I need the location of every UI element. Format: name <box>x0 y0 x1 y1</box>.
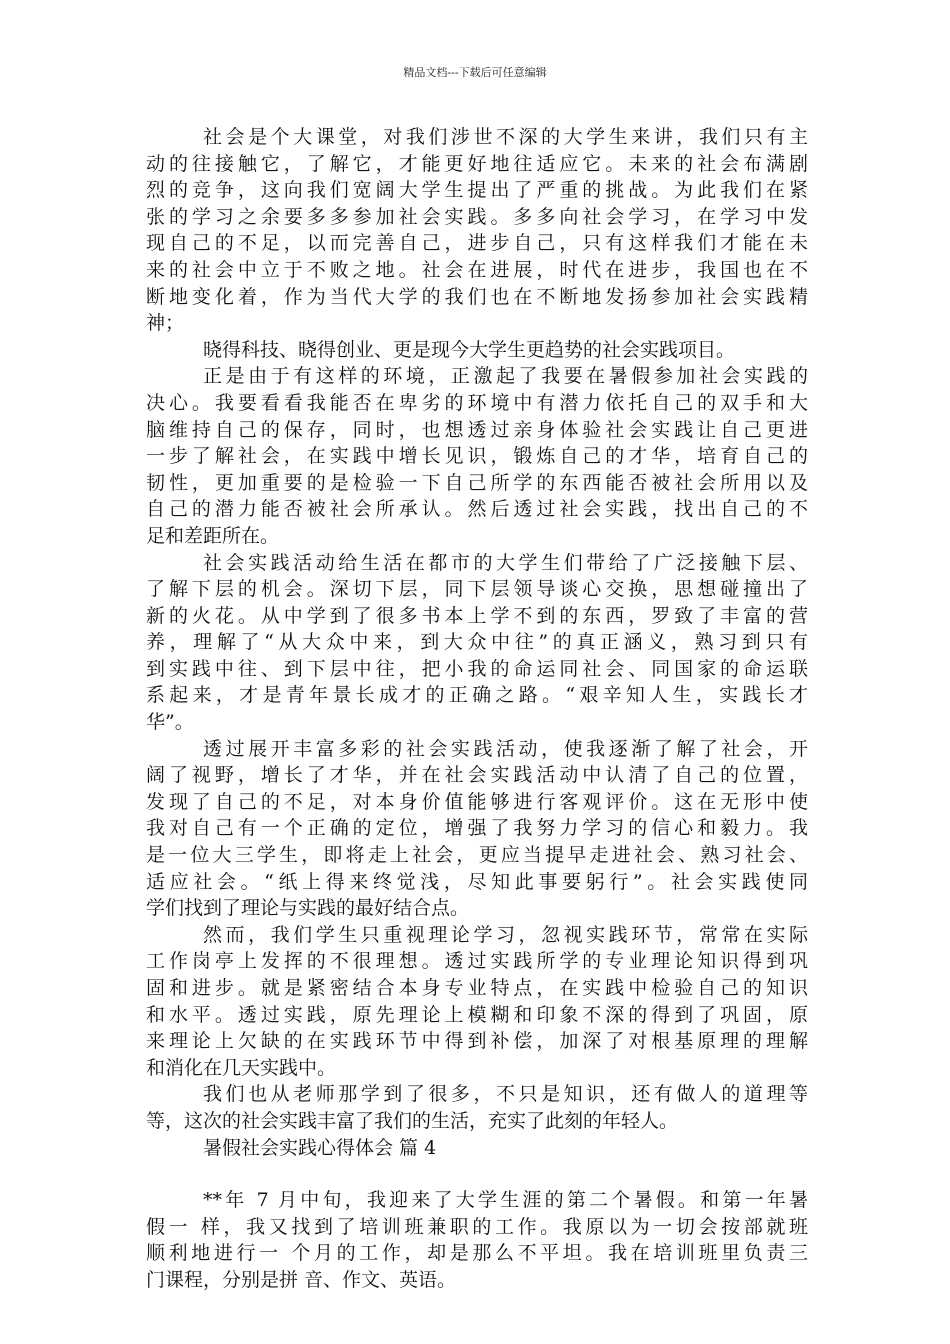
text-line: 到实践中往、到下层中往，把小我的命运同社会、同国家的命运联 <box>146 657 808 680</box>
paragraph <box>146 550 808 736</box>
text-line: 和消化在几天实践中。 <box>146 1056 337 1079</box>
text-line: 工作岗亭上发挥的不很理想。透过实践所学的专业理论知识得到巩 <box>146 950 808 973</box>
text-line: 透过展开丰富多彩的社会实践活动，使我逐渐了解了社会，开 <box>203 737 808 760</box>
text-line: 学们找到了理论与实践的最好结合点。 <box>146 897 470 920</box>
text-line: 固和进步。就是紧密结合本身专业特点，在实践中检验自己的知识 <box>146 977 808 999</box>
text-line: 神； <box>146 312 185 335</box>
text-line: 足和差距所在。 <box>146 524 280 547</box>
text-line: 等，这次的社会实践丰富了我们的生活，充实了此刻的年轻人。 <box>146 1109 679 1132</box>
text-line: 然而，我们学生只重视理论学习，忽视实践环节，常常在实际 <box>203 923 808 946</box>
paragraph <box>146 124 808 337</box>
text-line: **年 7 月中旬，我迎来了大学生涯的第二个暑假。和第一年暑 <box>203 1189 808 1212</box>
text-line: 现自己的不足，以而完善自己，进步自己，只有这样我们才能在未 <box>146 232 808 255</box>
paragraph <box>146 1187 808 1293</box>
text-line: 自己的潜力能否被社会所承认。然后透过社会实践，找出自己的不 <box>146 498 808 521</box>
text-line: 断地变化着，作为当代大学的我们也在不断地发扬参加社会实践精 <box>146 285 808 308</box>
text-line: 门课程，分别是拼 音、作文、英语。 <box>146 1268 457 1291</box>
text-line: 来理论上欠缺的在实践环节中得到补偿，加深了对根基原理的理解 <box>146 1030 808 1053</box>
text-line: 适应社会。“纸上得来终觉浅，尽知此事要躬行”。社会实践使同 <box>146 870 808 893</box>
paragraph <box>146 337 808 364</box>
text-line: 韧性，更加重要的是检验一下自己所学的东西能否被社会所用以及 <box>146 471 808 494</box>
text-line: 发现了自己的不足，对本身价值能够进行客观评价。这在无形中使 <box>146 790 808 813</box>
text-line: 和水平。透过实践，原先理论上模糊和印象不深的得到了巩固，原 <box>146 1003 808 1026</box>
text-line: 暑假社会实践心得体会 篇 4 <box>203 1136 437 1159</box>
paragraph <box>146 922 808 1082</box>
paragraph-gap <box>146 1161 808 1187</box>
text-line: 阔了视野，增长了才华，并在社会实践活动中认清了自己的位置， <box>146 764 808 787</box>
text-line: 养，理解了“从大众中来，到大众中往”的真正涵义，熟习到只有 <box>146 631 808 654</box>
text-line: 烈的竞争，这向我们宽阔大学生提出了严重的挑战。为此我们在紧 <box>146 179 808 202</box>
text-line: 华”。 <box>146 711 194 734</box>
paragraph <box>146 363 808 549</box>
text-line: 决心。我要看看我能否在卑劣的环境中有潜力依托自己的双手和大 <box>146 391 808 414</box>
text-line: 来的社会中立于不败之地。社会在进展，时代在进步，我国也在不 <box>146 258 808 281</box>
text-line: 新的火花。从中学到了很多书本上学不到的东西，罗致了丰富的营 <box>146 604 808 627</box>
text-line: 我们也从老师那学到了很多，不只是知识，还有做人的道理等 <box>203 1083 808 1106</box>
paragraph <box>146 1081 808 1134</box>
text-line: 我对自己有一个正确的定位，增强了我努力学习的信心和毅力。我 <box>146 817 808 840</box>
text-line: 了解下层的机会。深切下层，同下层领导谈心交换，思想碰撞出了 <box>146 578 808 601</box>
text-line: 脑维持自己的保存，同时，也想透过亲身体验社会实践让自己更进 <box>146 418 808 441</box>
document-body <box>146 124 808 1294</box>
text-line: 顺利地进行一 个月的工作，却是那么不平坦。我在培训班里负责三 <box>146 1242 808 1265</box>
text-line: 是一位大三学生，即将走上社会，更应当提早走进社会、熟习社会、 <box>146 844 808 867</box>
text-line: 系起来，才是青年景长成才的正确之路。“艰辛知人生，实践长才 <box>146 684 808 707</box>
paragraph <box>146 1135 808 1162</box>
page-header: 精品文档---下载后可任意编辑 <box>403 66 547 79</box>
paragraph <box>146 736 808 922</box>
text-line: 正是由于有这样的环境，正激起了我要在暑假参加社会实践的 <box>203 365 808 388</box>
text-line: 社会实践活动给生活在都市的大学生们带给了广泛接触下层、 <box>203 551 808 574</box>
text-line: 张的学习之余要多多参加社会实践。多多向社会学习，在学习中发 <box>146 205 808 228</box>
text-line: 假一 样，我又找到了培训班兼职的工作。我原以为一切会按部就班 <box>146 1215 808 1238</box>
text-line: 一步了解社会，在实践中增长见识，锻炼自己的才华，培育自己的 <box>146 445 808 468</box>
text-line: 动的往接触它，了解它，才能更好地往适应它。未来的社会布满剧 <box>146 152 808 175</box>
text-line: 社会是个大课堂，对我们涉世不深的大学生来讲，我们只有主 <box>203 126 808 148</box>
text-line: 晓得科技、晓得创业、更是现今大学生更趋势的社会实践项目。 <box>203 338 736 361</box>
